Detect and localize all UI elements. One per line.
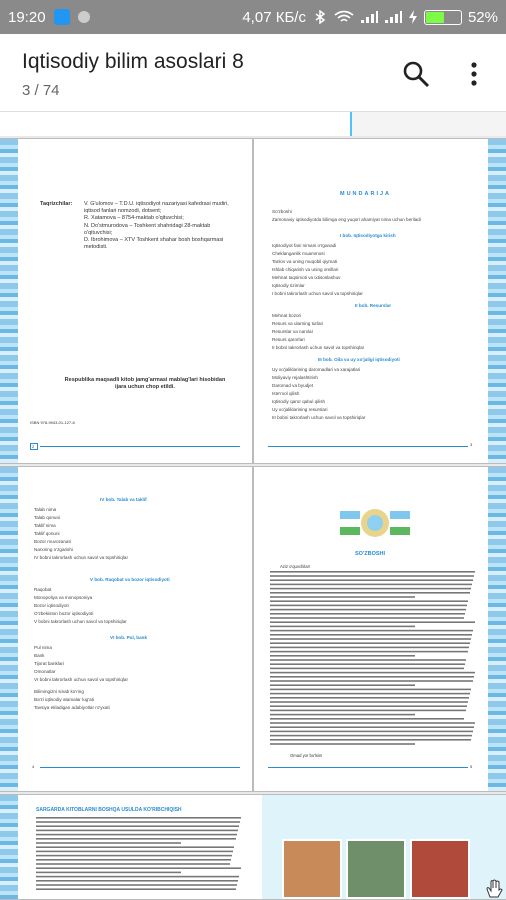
signal-icon-2 xyxy=(384,10,402,24)
text-line xyxy=(270,689,471,691)
section-heading: SARGARDA KITOBLARNI BOSHQA USULDA KO'RIBCHIQISH xyxy=(36,807,182,813)
text-line xyxy=(270,676,474,678)
page-number-right: 5 xyxy=(470,764,473,769)
text-line xyxy=(36,825,239,827)
bluetooth-icon xyxy=(312,10,328,24)
reading-progress-fill xyxy=(0,112,350,136)
toc-chapter-3: III bob. Oila va uy xo'jaligi iqtisodiyoti xyxy=(318,357,400,362)
toc-item: Omonatlar xyxy=(34,669,56,674)
toc-chapter-2: II bob. Resurslar xyxy=(355,303,391,308)
page-number-right: 3 xyxy=(470,442,473,447)
toc-chapter-4: IV bob. Talab va taklif xyxy=(100,497,147,502)
toc-item: Uy xo'jaliklarining daromadlari va xarajatlari xyxy=(272,367,361,372)
reviewers-label: Taqrizchilar: xyxy=(40,201,73,207)
text-line xyxy=(36,888,236,890)
toc-intro-1: So'zboshi xyxy=(272,209,292,214)
text-line xyxy=(270,621,475,623)
text-line xyxy=(270,651,468,653)
toc-item: Talab nima xyxy=(34,507,57,512)
toc-item: Tanlov va uning muqobil qiymati xyxy=(272,259,338,264)
text-line xyxy=(270,588,471,590)
text-line xyxy=(36,834,237,836)
ornament-border-left xyxy=(0,795,18,899)
text-line xyxy=(270,579,473,581)
toc-item: Uy xo'jaliklarining resurslari xyxy=(272,407,328,412)
toc-item: II bobni takrorlash uchun savol va topshiriqlar xyxy=(272,345,365,350)
text-line xyxy=(270,680,473,682)
toc-item: Ishlab chiqarish va uning omillari xyxy=(272,267,339,272)
toc-item: I bobni takrorlash uchun savol va topshiriqlar xyxy=(272,291,363,296)
text-line xyxy=(36,876,239,878)
footer-rule-right xyxy=(268,767,468,768)
text-line xyxy=(270,726,474,728)
page-divider xyxy=(252,139,254,463)
toc-chapter-5: V bob. Raqobat va bozor iqtisodiyoti xyxy=(90,577,170,582)
toc-item: V bobni takrorlash uchun savol va topshiriqlar xyxy=(34,619,127,624)
text-line xyxy=(36,830,238,832)
wifi-icon xyxy=(334,10,354,24)
text-line xyxy=(36,884,237,886)
toc-item: Moliyaviy rejalashtirish xyxy=(272,375,318,380)
toc-item: Iqtisodiy tizimlar xyxy=(272,283,305,288)
approval-note: Respublika maqsadli kitob jamg'armasi mablag'lari hisobidan ijara uchun chop etildi. xyxy=(64,377,226,390)
text-line xyxy=(270,718,464,720)
charging-icon xyxy=(408,10,418,24)
reading-progress-marker xyxy=(350,112,352,136)
text-line xyxy=(270,634,472,636)
toc-item: Iqtisodiyot fani nimani o'rganadi xyxy=(272,243,337,248)
status-bar xyxy=(0,0,506,34)
toc-item: Mehnat taqsimoti va ixtisoslashuv xyxy=(272,275,341,280)
isbn: ISBN 978-9943-01-127-8 xyxy=(30,420,75,425)
text-line xyxy=(270,663,465,665)
text-line xyxy=(270,617,464,619)
text-line xyxy=(270,626,415,628)
preface-body-text xyxy=(270,571,480,751)
text-line xyxy=(36,851,233,853)
photo-collage xyxy=(262,795,506,900)
more-vert-icon[interactable] xyxy=(466,60,482,88)
footer-rule xyxy=(40,767,240,768)
text-line xyxy=(36,859,231,861)
text-line xyxy=(270,571,475,573)
text-line xyxy=(270,731,473,733)
text-line xyxy=(270,735,472,737)
toc-item: Narxning o'zgarishi xyxy=(34,547,73,552)
app-bar xyxy=(0,34,506,112)
toc-item: O'zbekiston bozor iqtisodiyoti xyxy=(34,611,94,616)
toc-item: Taklif qonuni xyxy=(34,531,60,536)
toc-item: Ba'zi iqtisodiy atamalar lug'ati xyxy=(34,697,94,702)
footer-rule xyxy=(40,446,240,447)
text-line xyxy=(36,842,181,844)
footer-rule-right xyxy=(268,446,468,447)
text-line xyxy=(36,855,232,857)
toc-item: Mehnat bozori xyxy=(272,313,302,318)
text-line xyxy=(270,575,474,577)
network-speed: 4,07 КБ/с xyxy=(242,8,306,26)
text-line xyxy=(270,596,415,598)
page-spread-1[interactable] xyxy=(0,138,506,464)
toc-item: VI bobni takrorlash uchun savol va topshiriqlar xyxy=(34,677,128,682)
toc-item: IV bobni takrorlash uchun savol va topshiriqlar xyxy=(34,555,128,560)
document-title: Iqtisodiy bilim asoslari 8 xyxy=(22,50,244,73)
text-line xyxy=(270,655,415,657)
signal-icon-1 xyxy=(360,10,378,24)
text-line xyxy=(36,846,234,848)
text-line xyxy=(270,710,466,712)
toc-item: Monopoliya va monopsoniya xyxy=(34,595,93,600)
ornament-border-left xyxy=(0,139,18,463)
search-icon[interactable] xyxy=(402,60,430,88)
toc-item: Raqobat xyxy=(34,587,52,592)
toc-item: Pul nima xyxy=(34,645,52,650)
text-line xyxy=(270,638,471,640)
toc-chapter-1: I bob. Iqtisodiyotga kirish xyxy=(340,233,396,238)
hand-tool-icon[interactable] xyxy=(484,879,504,899)
text-line xyxy=(36,867,241,869)
reading-progress[interactable] xyxy=(0,112,506,136)
text-line xyxy=(270,642,470,644)
text-line xyxy=(270,584,472,586)
text-line xyxy=(36,872,181,874)
text-line xyxy=(270,701,468,703)
text-line xyxy=(36,821,240,823)
toc-item: Resurs qarorlari xyxy=(272,337,305,342)
toc-heading: MUNDARIJA xyxy=(340,191,391,197)
page-number: 2 xyxy=(32,444,35,449)
notification-icon xyxy=(54,9,70,25)
toc-item: Tavsiya etiladigan adabiyotlar ro'yxati xyxy=(34,705,110,710)
battery-percent: 52% xyxy=(467,8,498,26)
toc-item: Resurslar va narxlar xyxy=(272,329,314,334)
ornament-border-right xyxy=(488,467,506,791)
text-line xyxy=(270,600,468,602)
text-line xyxy=(270,697,469,699)
reviewer-4: D. Ibrohimova – XTV Toshkent shahar bosh boshqarmasi metodisti. xyxy=(84,237,224,250)
photo-market-2 xyxy=(346,839,406,899)
text-line xyxy=(270,714,415,716)
text-line xyxy=(270,613,465,615)
reviewer-2: R. Xatamova – 8754-maktab o'qituvchisi; xyxy=(84,215,184,221)
reviewer-3: N. Do'stmurodova – Toshkent shahridagi 28-maktab o'qituvchisi; xyxy=(84,223,211,236)
toc-item: Taklif nima xyxy=(34,523,56,528)
text-line xyxy=(270,647,469,649)
battery-icon xyxy=(424,10,462,25)
text-line xyxy=(270,743,415,745)
preface-heading: SO'ZBOSHI xyxy=(355,551,386,557)
toc-item: Bozor muvozanati xyxy=(34,539,71,544)
toc-item: Bank xyxy=(34,653,45,658)
toc-item: Daromad va byudjet xyxy=(272,383,314,388)
text-line xyxy=(270,739,471,741)
text-line xyxy=(270,605,467,607)
ornament-border-right xyxy=(488,139,506,463)
toc-item: Iste'mol qilish xyxy=(272,391,300,396)
status-time: 19:20 xyxy=(8,8,46,26)
section-body-text xyxy=(36,817,246,897)
text-line xyxy=(270,684,415,686)
preface-greeting: Aziz o'quvchilar! xyxy=(280,564,311,569)
text-line xyxy=(270,672,475,674)
page-spread-2[interactable] xyxy=(0,466,506,792)
toc-item: Bozor iqtisodiyoti xyxy=(34,603,69,608)
toc-item: Iqtisodiy qaror qabul qilish xyxy=(272,399,326,404)
text-line xyxy=(270,630,473,632)
toc-item: Cheklanganlik muammosi xyxy=(272,251,325,256)
text-line xyxy=(270,722,475,724)
text-line xyxy=(270,659,466,661)
text-line xyxy=(270,609,466,611)
toc-item: Talab qonuni xyxy=(34,515,61,520)
ornament-border-left xyxy=(0,467,18,791)
reviewer-1: V. G'ulomov – T.D.U. iqtisodiyot nazariyasi kafedrasi mudiri, iqtisod fanlari nomzodi, dotsent; xyxy=(84,201,229,214)
page-divider xyxy=(252,467,254,791)
page-number: 4 xyxy=(32,764,35,769)
photo-market-3 xyxy=(410,839,470,899)
text-line xyxy=(270,705,467,707)
page-spread-3[interactable] xyxy=(0,794,506,900)
toc-item: Bilimingizni sinab ko'ring xyxy=(34,689,84,694)
text-line xyxy=(36,863,230,865)
text-line xyxy=(36,838,236,840)
toc-chapter-6: VI bob. Pul, bank xyxy=(110,635,148,640)
text-line xyxy=(270,693,470,695)
toc-item: Tijorat banklari xyxy=(34,661,64,666)
toc-item: Resurs va ularning turlari xyxy=(272,321,324,326)
text-line xyxy=(270,592,470,594)
battery-level xyxy=(426,12,444,23)
photo-market-1 xyxy=(282,839,342,899)
status-app-icon xyxy=(78,11,90,23)
text-line xyxy=(36,880,238,882)
text-line xyxy=(36,817,241,819)
toc-intro-2: Zamonaviy iqtisodiyotda bilimga eng yuqori ahamiyat nima uchun beriladi xyxy=(272,217,421,222)
text-line xyxy=(270,668,464,670)
preface-closing: Omad yor bo'lsin! xyxy=(290,753,323,758)
page-indicator: 3 / 74 xyxy=(22,82,60,99)
emblem-flag-image xyxy=(340,505,410,541)
toc-item: III bobni takrorlash uchun savol va topshiriqlar xyxy=(272,415,366,420)
